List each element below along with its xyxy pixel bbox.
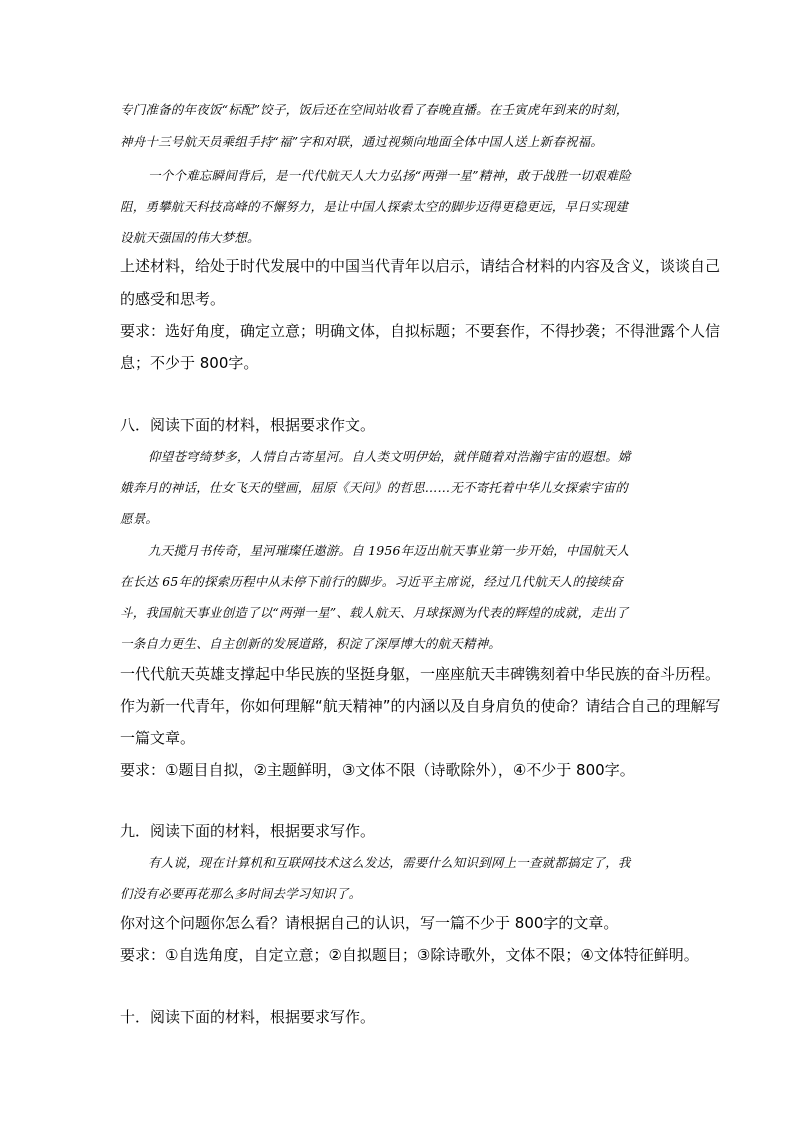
material-line: 们没有必要再花那么多时间去学习知识了。 <box>120 886 362 901</box>
material-line: 九天揽月书传奇，星河璀璨任遨游。自 1956年迈出航天事业第一步开始，中国航天人 <box>148 543 630 558</box>
material-line: 愿景。 <box>120 511 159 526</box>
body-line: 一代代航天英雄支撑起中华民族的坚挺身躯，一座座航天丰碑镌刻着中华民族的奋斗历程。 <box>120 665 721 683</box>
prompt-line: 上述材料，给处于时代发展中的中国当代青年以启示，请结合材料的内容及含义，谈谈自己 <box>120 257 721 275</box>
material-line: 专门准备的年夜饭“标配”饺子，饭后还在空间站收看了春晚直播。在壬寅虎年到来的时刻， <box>120 102 629 117</box>
prompt-line: 的感受和思考。 <box>120 290 226 308</box>
material-line: 设航天强国的伟大梦想。 <box>120 230 260 245</box>
prompt-line: 你对这个问题你怎么看？请根据自己的认识，写一篇不少于 800字的文章。 <box>120 914 619 932</box>
body-line: 作为新一代青年，你如何理解“航天精神”的内涵以及自身肩负的使命？请结合自己的理解写 <box>120 697 721 715</box>
section-heading: 八．阅读下面的材料，根据要求作文。 <box>120 416 376 434</box>
requirement-line: 息；不少于 800字。 <box>120 354 259 372</box>
body-line: 一篇文章。 <box>120 729 196 747</box>
material-line: 阻，勇攀航天科技高峰的不懈努力，是让中国人探索太空的脚步迈得更稳更远，早日实现建 <box>120 199 629 214</box>
material-line: 斗，我国航天事业创造了以“两弹一星”、载人航天、月球探测为代表的辉煌的成就，走出了 <box>120 605 629 620</box>
requirement-line: 要求：①自选角度，自定立意；②自拟题目；③除诗歌外，文体不限；④文体特征鲜明。 <box>120 946 699 964</box>
material-line: 娥奔月的神话，仕女飞天的壁画，屈原《天问》的哲思……无不寄托着中华儿女探索宇宙的 <box>120 480 629 495</box>
requirement-line: 要求：①题目自拟，②主题鲜明，③文体不限（诗歌除外），④不少于 800字。 <box>120 761 635 779</box>
requirement-line: 要求：选好角度，确定立意；明确文体，自拟标题；不要套作，不得抄袭；不得泄露个人信 <box>120 322 721 340</box>
material-line: 一条自力更生、自主创新的发展道路，积淀了深厚博大的航天精神。 <box>120 636 502 651</box>
material-line: 一个个难忘瞬间背后，是一代代航天人大力弘扬“两弹一星”精神，敢于战胜一切艰难险 <box>148 168 632 183</box>
material-line: 仰望苍穹绮梦多，人情自古寄星河。自人类文明伊始，就伴随着对浩瀚宇宙的遐想。嫦 <box>148 449 631 464</box>
material-line: 在长达 65年的探索历程中从未停下前行的脚步。习近平主席说，经过几代航天人的接续奋 <box>120 574 624 589</box>
section-heading: 九．阅读下面的材料，根据要求写作。 <box>120 822 376 840</box>
material-line: 有人说，现在计算机和互联网技术这么发达，需要什么知识到网上一查就都搞定了，我 <box>148 855 631 870</box>
material-line: 神舟十三号航天员乘组手持“福”字和对联，通过视频向地面全体中国人送上新春祝福。 <box>120 134 604 149</box>
section-heading: 十．阅读下面的材料，根据要求写作。 <box>120 1008 376 1026</box>
